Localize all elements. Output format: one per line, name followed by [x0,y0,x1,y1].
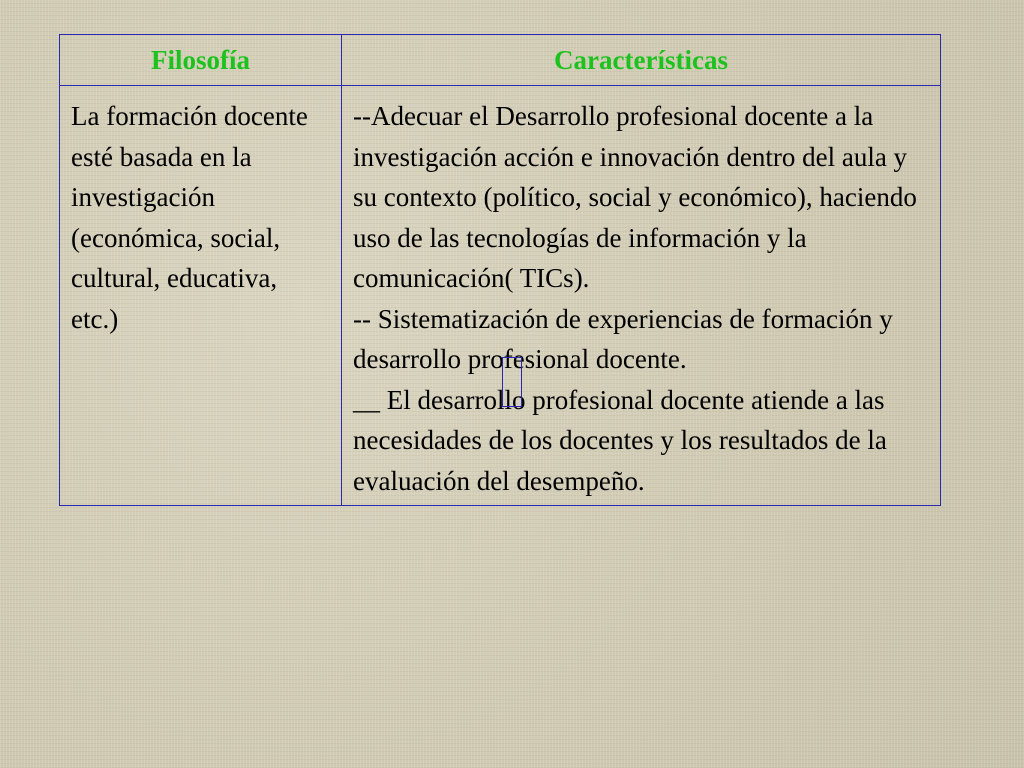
table-row [60,86,941,506]
characteristic-item: -- Sistematización de experiencias de formación y desarrollo profesional docente. [353,303,893,374]
content-table [59,34,941,506]
characteristics-cell [342,86,941,506]
header-caracteristicas: Características [342,35,941,86]
text-cursor-box-icon [502,357,522,407]
header-filosofia: Filosofía [60,35,342,86]
characteristic-item: __ El desarrollo profesional docente atiende a las necesidades de los docentes y los resultados de la evaluación del desempeño. [353,384,887,496]
philosophy-cell [60,86,342,506]
philosophy-text: La formación docente esté basada en la investigación (económica, social, cultural, educativa, etc.) [71,101,308,334]
header-row [60,35,941,86]
characteristic-item: --Adecuar el Desarrollo profesional docente a la investigación acción e innovación dentro del aula y su contexto (político, social y económico), haciendo uso de las tecnologías de información y la comunicación( TICs). [353,101,917,293]
